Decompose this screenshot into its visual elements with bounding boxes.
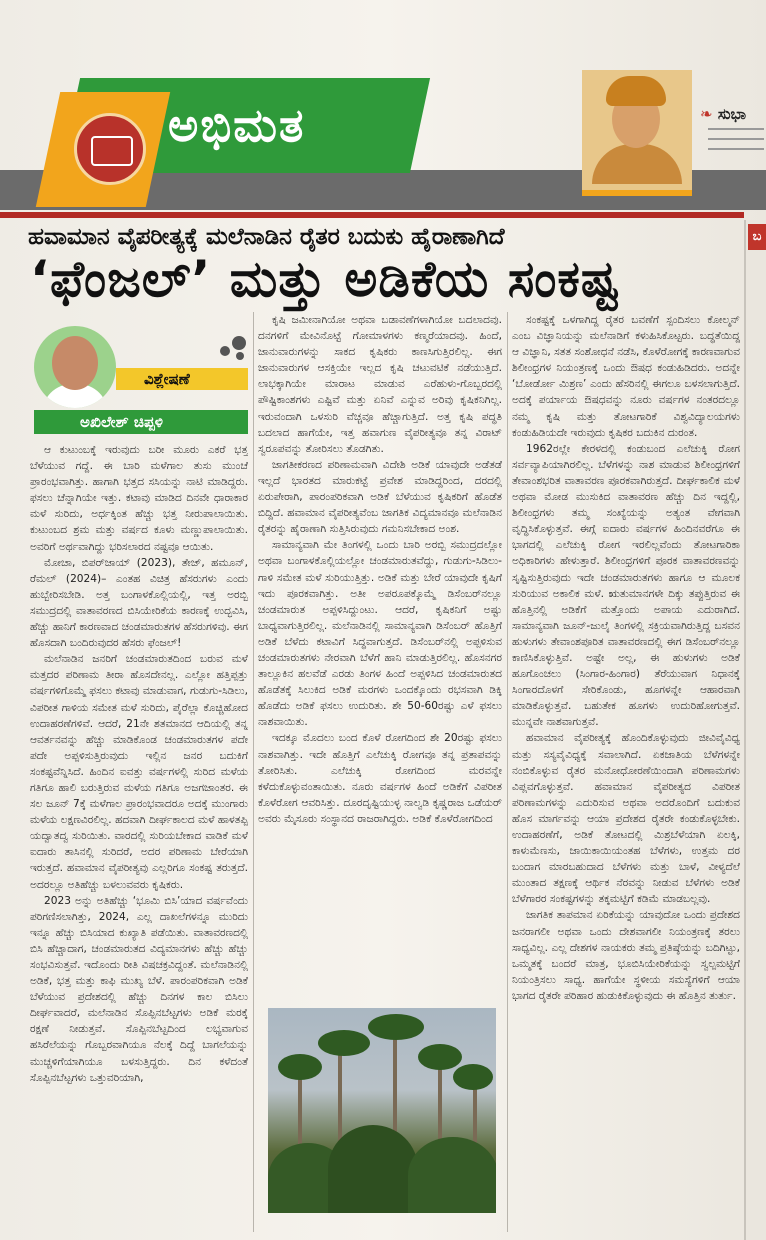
- divider-rule: [0, 212, 744, 218]
- column-gutter: [507, 312, 508, 1232]
- side-brand: [700, 105, 746, 123]
- section-logo-icon: [74, 113, 146, 185]
- brand-flower-icon: ❧: [700, 105, 713, 123]
- article-column-3: [512, 312, 740, 1232]
- paragraph: ಆ ಕುಟುಂಬಕ್ಕೆ ಇರುವುದು ಬರೀ ಮೂರು ಎಕರೆ ಭತ್ತ ಬೆಳೆಯುವ ಗದ್ದೆ. ಈ ಬಾರಿ ಮಳೆಗಾಲ ತುಸು ಮುಂಚೆ ಪ್ರಾರಂಭವಾಗಿತ್ತು. ಹಾಗಾಗಿ ಭತ್ತದ ಸಸಿಯನ್ನು ನಾಟಿ ಮಾಡಿದ್ದರು. ಫಸಲು ಚೆನ್ನಾಗಿಯೇ ಇತ್ತು. ಕಟಾವು ಮಾಡಿದ ದಿನವೇ ಧಾರಾಕಾರ ಮಳೆ ಸುರಿದು, ಅರ್ಧಕ್ಕಿಂತ ಹೆಚ್ಚು ಭತ್ತ ನೀರುಪಾಲಾಯಿತು. ಕುಟುಂಬದ ಶ್ರಮ ಮತ್ತು ವರ್ಷದ ಕೂಳು ಮಣ್ಣುಪಾಲಾಯಿತು. ಅವರಿಗೆ ಅರ್ಥವಾಗಿದ್ದು ಭರಿಸಲಾರದ ನಷ್ಟವೂ ಆಯಿತು.: [30, 444, 248, 553]
- paragraph: ಮೋಚಾ, ಬಿಪರ್‌ಜಾಯ್ (2023), ತೇಜ್, ಹಮೂನ್, ರೆಮಲ್ (2024)– ಎಂತಹ ವಿಚಿತ್ರ ಹೆಸರುಗಳು ಎಂದು ಹುಬ್ಬೇರಿಸಬೇಡಿ. ಅತ್ತ ಬಂಗಾಳಕೊಲ್ಲಿಯಲ್ಲಿ, ಇತ್ತ ಅರಬ್ಬಿ ಸಮುದ್ರದಲ್ಲಿ ವಾತಾವರಣದ ಬಿಸಿಯೇರಿಕೆಯ ಕಾರಣಕ್ಕೆ ಉದ್ಭವಿಸಿ, ಹೆಚ್ಚು ಹಾನಿಗೆ ಕಾರಣವಾದ ಚಂಡಮಾರುತಗಳ ಹೆಸರುಗಳಿವು. ಈಗ ಹೊಸದಾಗಿ ಬಂದಿರುವುದರ ಹೆಸರು ಫೆಂಜಲ್!: [30, 556, 248, 650]
- portrait-turban: [606, 76, 666, 106]
- adjacent-page-strip: [744, 220, 766, 1240]
- article-headline: ‘ಫೆಂಜಲ್’ ಮತ್ತು ಅಡಿಕೆಯ ಸಂಕಷ್ಟ: [30, 250, 620, 308]
- author-avatar: [34, 326, 116, 408]
- side-brand-text: ಸುಭಾ: [717, 105, 747, 123]
- author-byline: ಅಖಿಲೇಶ್ ಚಿಪ್ಪಳಿ: [34, 410, 248, 434]
- paragraph: ಸಂಕಷ್ಟಕ್ಕೆ ಒಳಗಾಗಿದ್ದ ರೈತರ ಬವಣೆಗೆ ಸ್ಪಂದಿಸಲು ಕೋಲ್ಮನ್ ಎಂಬ ವಿಜ್ಞಾನಿಯನ್ನು ಮಲೆನಾಡಿಗೆ ಕಳುಹಿಸಿಕೊಟ್ಟರು. ಬದ್ಧತೆಯಿದ್ದ ಆ ವಿಜ್ಞಾನಿ, ಸತತ ಸಂಶೋಧನೆ ನಡೆಸಿ, ಕೊಳೆರೋಗಕ್ಕೆ ಕಾರಣವಾಗುವ ಶಿಲೀಂಧ್ರಗಳ ನಿಯಂತ್ರಣಕ್ಕೆ ಒಂದು ಔಷಧ ಕಂಡುಹಿಡಿದರು. ಅದನ್ನೇ ‘ಬೋರ್ಡೋ ಮಿಶ್ರಣ’ ಎಂದು ಹೆಸರಿನಲ್ಲಿ ಈಗಲೂ ಬಳಸಲಾಗುತ್ತಿದೆ. ಅದಕ್ಕೆ ಪರ್ಯಾಯ ಔಷಧವನ್ನು ನೂರು ವರ್ಷಗಳ ನಂತರದಲ್ಲೂ ನಮ್ಮ ಕೃಷಿ ಮತ್ತು ತೋಟಗಾರಿಕೆ ವಿಶ್ವವಿದ್ಯಾಲಯಗಳು ಕಂಡುಹಿಡಿಯದೇ ಇರುವುದು ಕೃಷಿಕರ ಬದುಕಿನ ದುರಂತ.: [512, 314, 740, 439]
- paragraph: ಇದಕ್ಕೂ ಮೊದಲು ಬಂದ ಕೊಳೆ ರೋಗದಿಂದ ಶೇ 20ರಷ್ಟು ಫಸಲು ನಾಶವಾಗಿತ್ತು. ಇದೇ ಹೊತ್ತಿಗೆ ಎಲೆಚುಕ್ಕಿ ರೋಗವೂ ತನ್ನ ಪ್ರತಾಪವನ್ನು ತೋರಿಸಿತು. ಎಲೆಚುಕ್ಕಿ ರೋಗದಿಂದ ಮರವನ್ನೇ ಕಳೆದುಕೊಳ್ಳುವಂತಾಯಿತು. ನೂರು ವರ್ಷಗಳ ಹಿಂದೆ ಅಡಿಕೆಗೆ ವಿಪರೀತ ಕೊಳೆರೋಗ ಆವರಿಸಿತ್ತು. ದೂರದೃಷ್ಟಿಯುಳ್ಳ ನಾಲ್ವಡಿ ಕೃಷ್ಣರಾಜ ಒಡೆಯರ್ ಅವರು ಮೈಸೂರು ಸಂಸ್ಥಾನದ ರಾಜರಾಗಿದ್ದರು. ಅಡಿಕೆ ಕೊಳೆರೋಗದಿಂದ: [258, 732, 502, 825]
- adjacent-page-tab: ಬ: [748, 224, 766, 250]
- paragraph: 2023 ಅನ್ನು ಅತಿಹೆಚ್ಚು ‘ಭೂಮಿ ಬಿಸಿ’ಯಾದ ವರ್ಷವೆಂದು ಪರಿಗಣಿಸಲಾಗಿತ್ತು, 2024, ಎಲ್ಲ ದಾಖಲೆಗಳನ್ನೂ ಮುರಿದು ಇನ್ನೂ ಹೆಚ್ಚು ಬಿಸಿಯಾದ ಕುಖ್ಯಾತಿ ಪಡೆಯಿತು. ವಾತಾವರಣದಲ್ಲಿ ಬಿಸಿ ಹೆಚ್ಚಾದಾಗ, ಚಂಡಮಾರುತದ ವಿದ್ಯಮಾನಗಳು ಹೆಚ್ಚು ಹೆಚ್ಚು ಸಂಭವಿಸುತ್ತವೆ. ಇದೊಂದು ರೀತಿ ವಿಷಚಕ್ರವಿದ್ದಂತೆ. ಮಲೆನಾಡಿನಲ್ಲಿ ಅಡಿಕೆ, ಭತ್ತ ಮತ್ತು ಕಾಫಿ ಮುಖ್ಯ ಬೆಳೆ. ಪಾರಂಪರಿಕವಾಗಿ ಅಡಿಕೆ ಬೆಳೆಯುವ ಪ್ರದೇಶದಲ್ಲಿ ಹೆಚ್ಚು ದಿನಗಳ ಕಾಲ ಬಿಸಿಲು ದೀರ್ಘವಾದರೆ, ಮಲೆನಾಡಿನ ಸೊಪ್ಪಿನಬೆಟ್ಟಗಳು ಅಡಿಕೆ ಮರಕ್ಕೆ ರಕ್ಷಣೆ ನೀಡುತ್ತವೆ. ಸೊಪ್ಪಿನಬೆಟ್ಟದಿಂದ ಲಭ್ಯವಾಗುವ ಹಸಿರೆಲೆಯನ್ನು ಗೊಬ್ಬರವಾಗಿಯೂ ನೆಲಕ್ಕೆ ದಿದ್ದೆ ಬಾಗಲೆಯನ್ನು ಮುಚ್ಚಳಿಗೆಯಾಗಿಯೂ ಬಳಸುತ್ತಿದ್ದರು. ದಿನ ಕಳೆದಂತೆ ಸೊಪ್ಪಿನಬೆಟ್ಟಗಳು ಒತ್ತುವರಿಯಾಗಿ,: [30, 894, 248, 1084]
- article-column-1: [30, 442, 248, 1232]
- logo-emblem-icon: [91, 136, 133, 166]
- portrait-image: [582, 70, 692, 196]
- category-label: ವಿಶ್ಲೇಷಣೆ: [116, 368, 248, 390]
- areca-plantation-photo: [268, 1008, 496, 1213]
- paragraph: 1962ರಲ್ಲೇ ಕೇರಳದಲ್ಲಿ ಕಂಡುಬಂದ ಎಲೆಚುಕ್ಕಿ ರೋಗ ಸರ್ವವ್ಯಾಪಿಯಾಗಿರಲಿಲ್ಲ. ಬೆಳೆಗಳನ್ನು ನಾಶ ಮಾಡುವ ಶಿಲೀಂಧ್ರಗಳಿಗೆ ತೇವಾಂಶಭರಿತ ವಾತಾವರಣ ಪೂರಕವಾಗಿರುತ್ತದೆ. ದೀರ್ಘಕಾಲಿಕ ಮಳೆ ಅಥವಾ ಮೋಡ ಮುಸುಕಿದ ವಾತಾವರಣ ಹೆಚ್ಚು ದಿನ ಇದ್ದಲ್ಲಿ, ಶಿಲೀಂಧ್ರಗಳು ತಮ್ಮ ಸಂಖ್ಯೆಯನ್ನು ಅತ್ಯಂತ ವೇಗವಾಗಿ ವೃದ್ಧಿಸಿಕೊಳ್ಳುತ್ತವೆ. ಈಗ್ಗೆ ಐದಾರು ವರ್ಷಗಳ ಹಿಂದಿನವರೆಗೂ ಈ ಭಾಗದಲ್ಲಿ ಎಲೆಚುಕ್ಕಿ ರೋಗ ಇರಲಿಲ್ಲವೆಂದು ತೋಟಗಾರಿಕಾ ಅಧಿಕಾರಿಗಳು ಹೇಳುತ್ತಾರೆ. ಶಿಲೀಂಧ್ರಗಳಿಗೆ ಪೂರಕ ವಾತಾವರಣವನ್ನು ಸೃಷ್ಟಿಸುತ್ತಿರುವುದು ಇದೇ ಚಂಡಮಾರುತಗಳು ಹಾಗೂ ಆ ಮೂಲಕ ಸುರಿಯುವ ಅಕಾಲಿಕ ಮಳೆ. ಋತುಮಾನಗಳೇ ದಿಕ್ಕು ತಪ್ಪುತ್ತಿರುವ ಈ ಹೊತ್ತಿನಲ್ಲಿ ಅಡಿಕೆಗೆ ಮತ್ತೊಂದು ಅಪಾಯ ಎದುರಾಗಿದೆ. ಸಾಮಾನ್ಯವಾಗಿ ಜೂನ್-ಜುಲೈ ತಿಂಗಳಲ್ಲಿ ಸಕ್ರಿಯವಾಗಿರುತ್ತಿದ್ದ ಬಸವನ ಹುಳುಗಳು ತೇವಾಂಶಪೂರಿತ ವಾತಾವರಣದಲ್ಲಿ ಈಗ ಡಿಸೆಂಬರ್‌ನಲ್ಲೂ ಕಾಣಿಸಿಕೊಳ್ಳುತ್ತಿವೆ. ಅಷ್ಟೇ ಅಲ್ಲ, ಈ ಹುಳುಗಳು ಅಡಿಕೆ ಹೂಗೊಂಚಲು (ಸಿಂಗಾರ-ಹಿಂಗಾರ) ತೆರೆಯುವಾಗ ನಿಧಾನಕ್ಕೆ ಸಿಂಗಾರದೊಳಗೆ ಸೇರಿಕೊಂಡು, ಹೂಗಳನ್ನೇ ಆಹಾರವಾಗಿ ಮಾಡಿಕೊಳ್ಳುತ್ತವೆ. ಬಹುತೇಕ ಹೂಗಳು ಉದುರಿಹೋಗುತ್ತವೆ. ಮುನ್ನವೇ ನಾಶವಾಗುತ್ತವೆ.: [512, 442, 740, 729]
- paragraph: ಕೃಷಿ ಜಮೀನಾಗಿಯೋ ಅಥವಾ ಬಡಾವಣೆಗಳಾಗಿಯೋ ಬದಲಾದವು. ದನಗಳಿಗೆ ಮೇವಿನೊಟ್ಟೆ ಗೋಮಾಳಗಳು ಕಣ್ಮರೆಯಾದವು. ಹಿಂದೆ, ಜಾನುವಾರುಗಳನ್ನು ಸಾಕದ ಕೃಷಿಕರು ಕಾಣಸಿಗುತ್ತಿರಲಿಲ್ಲ. ಈಗ ಜಾನುವಾರುಗಳ ಆಸಕ್ತಿಯೇ ಇಲ್ಲದ ಕೃಷಿ ಚಟುವಟಿಕೆ ನಡೆಯುತ್ತಿದೆ. ಲಾಭಕ್ಕಾಗಿಯೇ ಮಾರಾಟ ಮಾಡುವ ಎರೆಹುಳು-ಗೊಬ್ಬರದಲ್ಲಿ ಪೌಷ್ಟಿಕಾಂಶಗಳು ಎಷ್ಟಿವೆ ಮತ್ತು ಏನಿವೆ ಎನ್ನುವ ಅರಿವು ಕೃಷಿಕನಿಗಿಲ್ಲ. ಇರುವಂದಾಗಿ ಒಳಸುರಿ ವೆಚ್ಚವೂ ಹೆಚ್ಚಾಗುತ್ತಿದೆ. ಅತ್ತ ಕೃಷಿ ಪದ್ಧತಿ ಬದಲಾದ ಹಾಗೆಯೇ, ಇತ್ತ ಹವಾಗುಣ ವೈಪರೀತ್ಯವೂ ತನ್ನ ವಿರಾಟ್ ಸ್ವರೂಪವನ್ನು ತೋರಿಸಲು ತೊಡಗಿತು.: [258, 314, 502, 455]
- section-title: ಅಭಿಮತ: [168, 98, 306, 152]
- column-gutter: [253, 312, 254, 1232]
- article-column-2: [258, 312, 502, 1002]
- article-kicker: ಹವಾಮಾನ ವೈಪರೀತ್ಯಕ್ಕೆ ಮಲೆನಾಡಿನ ರೈತರ ಬದುಕು ಹೈರಾಣಾಗಿದೆ: [28, 224, 505, 250]
- paragraph: ಹವಾಮಾನ ವೈಪರೀತ್ಯಕ್ಕೆ ಹೊಂದಿಕೊಳ್ಳುವುದು ಜೀವಿವೈವಿಧ್ಯ ಮತ್ತು ಸಸ್ಯವೈವಿಧ್ಯಕ್ಕೆ ಸವಾಲಾಗಿದೆ. ಏಕಜಾತಿಯ ಬೆಳೆಗಳನ್ನೇ ನಂಬಿಕೊಳ್ಳುವ ರೈತರ ಮನೋಧೋರಣೆಯಿಂದಾಗಿ ಪರಿಣಾಮಗಳು ವಿಪ್ಲವಗೊಳ್ಳುತ್ತವೆ. ಹವಾಮಾನ ವೈಪರೀತ್ಯದ ವಿಪರೀತ ಪರಿಣಾಮಗಳನ್ನು ಎದುರಿಸುವ ಅಥವಾ ಅದರೊಂದಿಗೆ ಬದುಕುವ ಹೊಸ ಮಾರ್ಗವನ್ನು ಆಯಾ ಪ್ರದೇಶದ ರೈತರೇ ಕಂಡುಕೊಳ್ಳಬೇಕು. ಉದಾಹರಣೆಗೆ, ಅಡಿಕೆ ತೋಟದಲ್ಲಿ ಮಿಶ್ರಬೆಳೆಯಾಗಿ ಏಲಕ್ಕಿ, ಕಾಳುಮೆಣಸು, ಜಾಯಿಕಾಯಿಯಂತಹ ಬೆಳೆಗಳು, ಉತ್ತಮ ದರ ಬಂದಾಗ ಮಾರಬಹುದಾದ ಬೆಳೆಗಳು ಮತ್ತು ಬಾಳೆ, ವೀಳ್ಯದೆಲೆ ಮುಂತಾದ ತಕ್ಷಣಕ್ಕೆ ಆರ್ಥಿಕ ನೆರವನ್ನು ನೀಡುವ ಬೆಳೆಗಳು ಅಡಿಕೆ ಬೆಳೆಗಾರರ ಸಂಕಷ್ಟಗಳನ್ನು ತಕ್ಕಮಟ್ಟಿಗೆ ಕಡಿಮೆ ಮಾಡಬಲ್ಲವು.: [512, 732, 740, 906]
- paragraph: ಸಾಮಾನ್ಯವಾಗಿ ಮೇ ತಿಂಗಳಲ್ಲಿ ಒಂದು ಬಾರಿ ಅರಬ್ಬಿ ಸಮುದ್ರದಲ್ಲೋ ಅಥವಾ ಬಂಗಾಳಕೊಲ್ಲಿಯಲ್ಲೋ ಚಂಡಮಾರುತವೆದ್ದು, ಗುಡುಗು-ಸಿಡಿಲು-ಗಾಳಿ ಸಮೇತ ಮಳೆ ಸುರಿಯುತ್ತಿತ್ತು. ಅಡಿಕೆ ಮತ್ತು ಬೇರೆ ಯಾವುದೇ ಕೃಷಿಗೆ ಇದು ಪೂರಕವಾಗಿತ್ತು. ಅತೀ ಅಪರೂಪಕ್ಕೊಮ್ಮೆ ಡಿಸೆಂಬರ್‌ನಲ್ಲೂ ಚಂಡಮಾರುತ ಅಪ್ಪಳಿಸಿದ್ದುಂಟು. ಆದರೆ, ಕೃಷಿಕನಿಗೆ ಅಷ್ಟು ಬಾಧ್ಯವಾಗುತ್ತಿರಲಿಲ್ಲ. ಮಲೆನಾಡಿನಲ್ಲಿ ಸಾಮಾನ್ಯವಾಗಿ ಡಿಸೆಂಬರ್ ಹೊತ್ತಿಗೆ ಅಡಿಕೆ ಬೆಳೆದು ಕಟಾವಿಗೆ ಸಿದ್ಧವಾಗುತ್ತದೆ. ಡಿಸೆಂಬರ್‌ನಲ್ಲಿ ಅಪ್ಪಳಿಸುವ ಚಂಡಮಾರುತಗಳು ನೇರವಾಗಿ ಬೆಳೆಗೆ ಹಾನಿ ಮಾಡುತ್ತಿರಲಿಲ್ಲ. ಹೊಸನಗರ ತಾಲ್ಲೂಕಿನ ಹಲವೆಡೆ ಎರಡು ತಿಂಗಳ ಹಿಂದೆ ಅಪ್ಪಳಿಸಿದ ಚಂಡಮಾರುತದ ಹೊಡೆತಕ್ಕೆ ಸಿಲುಕಿದ ಅಡಿಕೆ ಮರಗಳು ಒಂದಕ್ಕೊಂದು ರಭಸವಾಗಿ ಡಿಕ್ಕಿ ಹೊಡೆದು ಅಡಿಕೆ ಫಸಲು ಉದುರಿತು. ಶೇ 50-60ರಷ್ಟು ಎಳೆ ಫಸಲು ನಾಶವಾಯಿತು.: [258, 539, 502, 729]
- paragraph: ಜಾಗತೀಕರಣದ ಪರಿಣಾಮವಾಗಿ ವಿದೇಶಿ ಅಡಿಕೆ ಯಾವುದೇ ಅಡೆತಡೆ ಇಲ್ಲದೆ ಭಾರತದ ಮಾರುಕಟ್ಟೆ ಪ್ರವೇಶ ಮಾಡಿದ್ದರಿಂದ, ದರದಲ್ಲಿ ಏರುಪೇರಾಗಿ, ಪಾರಂಪರಿಕವಾಗಿ ಅಡಿಕೆ ಬೆಳೆಯುವ ಕೃಷಿಕರಿಗೆ ಹೊಡೆತ ಬಿದ್ದಿದೆ. ಹವಾಮಾನ ವೈಪರೀತ್ಯವೆಂಬ ಜಾಗತಿಕ ವಿದ್ಯಮಾನವೂ ಮಲೆನಾಡಿನ ರೈತರನ್ನು ಹೈರಾಣಾಗಿ ಸುತ್ತಿಸಿರುವುದು ಗಮನಿಸಬೇಕಾದ ಅಂಶ.: [258, 458, 502, 536]
- side-brand-subtext: [708, 128, 764, 166]
- paragraph: ಮಲೆನಾಡಿನ ಜನರಿಗೆ ಚಂಡಮಾರುತದಿಂದ ಬರುವ ಮಳೆ ಮತ್ತದರ ಪರಿಣಾಮ ತೀರಾ ಹೊಸದೇನಲ್ಲ. ಎಲ್ಲೋ ಹತ್ತಿಪ್ಪತ್ತು ವರ್ಷಗಳಿಗೊಮ್ಮೆ ಫಸಲು ಕಟಾವು ಮಾಡುವಾಗ, ಗುಡುಗು-ಸಿಡಿಲು, ವಿಪರೀತ ಗಾಳಿಯ ಸಮೇತ ಮಳೆ ಸುರಿದು, ಪೈರೆಲ್ಲಾ ಕೊಚ್ಚಿಹೋದ ಉದಾಹರಣೆಗಳಿವೆ. ಆದರೆ, 21ನೇ ಶತಮಾನದ ಆದಿಯಲ್ಲಿ ತನ್ನ ಆವರ್ತನವನ್ನು ಹೆಚ್ಚು ಮಾಡಿಕೊಂಡ ಚಂಡಮಾರುತಗಳ ಪದೇ ಪದೇ ಅಪ್ಪಳಿಸುತ್ತಿರುವುದು ಇಲ್ಲಿನ ಜನರ ಬದುಕಿಗೆ ಸಂಕಷ್ಟವೆನ್ನಿಸಿದೆ. ಹಿಂದಿನ ಐವತ್ತು ವರ್ಷಗಳಲ್ಲಿ ಸುರಿದ ಮಳೆಯ ಗತಿಗೂ ಹಾಲಿ ಬರುತ್ತಿರುವ ಮಳೆಯ ಗತಿಗೂ ಅಜಗಜಾಂತರ. ಈ ಸಲ ಜೂನ್ 7ಕ್ಕೆ ಮಳೆಗಾಲ ಪ್ರಾರಂಭವಾದರೂ ಅದಕ್ಕೆ ಮುಂಗಾರು ಮಳೆಯ ಲಕ್ಷಣವಿರಲಿಲ್ಲ. ಹದವಾಗಿ ದೀರ್ಘಕಾಲದ ಮಳೆ ಹಾಳತಪ್ಪಿ ಯದ್ವಾತದ್ವ ಸುರಿಯಿತು. ವಾರದಲ್ಲಿ ಸುರಿಯಬೇಕಾದ ವಾಡಿಕೆ ಮಳೆ ಐದಾರು ತಾಸಿನಲ್ಲಿ ಸುರಿದರೆ, ಅದರ ಪರಿಣಾಮ ಬೇರೆಯಾಗಿ ಇರುತ್ತದೆ. ಹವಾಮಾನ ವೈಪರೀತ್ಯವು ಎಲ್ಲರಿಗೂ ಸಂಕಷ್ಟ ತರುತ್ತದೆ. ಅದರಲ್ಲೂ ಅತಿಹೆಚ್ಚು ಬಳಲುವವರು ಕೃಷಿಕರು.: [30, 653, 248, 891]
- author-face: [52, 336, 98, 390]
- paragraph: ಜಾಗತಿಕ ತಾಪಮಾನ ಏರಿಕೆಯನ್ನು ಯಾವುದೋ ಒಂದು ಪ್ರದೇಶದ ಜನರಾಗಲೀ ಅಥವಾ ಒಂದು ದೇಶವಾಗಲೀ ನಿಯಂತ್ರಣಕ್ಕೆ ತರಲು ಸಾಧ್ಯವಿಲ್ಲ. ಎಲ್ಲ ದೇಶಗಳ ನಾಯಕರು ತಮ್ಮ ಪ್ರತಿಷ್ಠೆಯನ್ನು ಬದಿಗಿಟ್ಟು, ಒಮ್ಮತಕ್ಕೆ ಬಂದರೆ ಮಾತ್ರ, ಭೂಬಿಸಿಯೇರಿಕೆಯನ್ನು ಸ್ವಲ್ಪಮಟ್ಟಿಗೆ ನಿಯಂತ್ರಿಸಲು ಸಾಧ್ಯ. ಹಾಗೆಯೇ ಸ್ಥಳೀಯ ಸಮಸ್ಯೆಗಳಿಗೆ ಆಯಾ ಭಾಗದ ರೈತರೇ ಪರಿಹಾರ ಹುಡುಕಿಕೊಳ್ಳುವುದು ಈ ಹೊತ್ತಿನ ತುರ್ತು.: [512, 909, 740, 1002]
- portrait-body: [592, 144, 682, 184]
